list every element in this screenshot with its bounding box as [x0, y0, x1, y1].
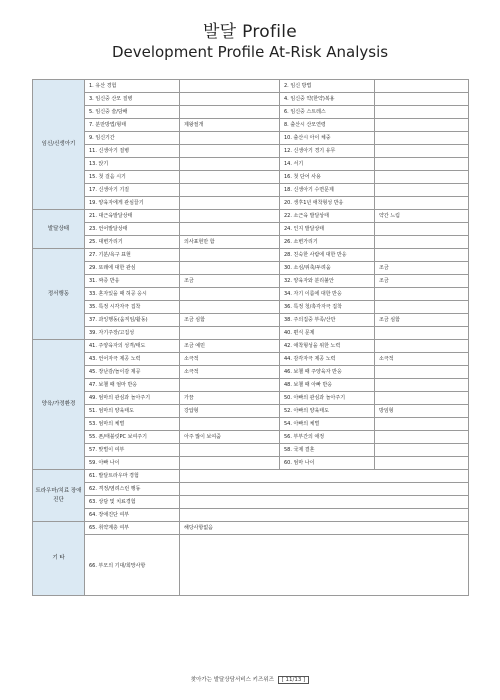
item-value [375, 236, 469, 249]
item-value [180, 418, 280, 431]
item-label: 45. 장난감/놀이감 제공 [85, 366, 180, 379]
footer [0, 675, 500, 683]
item-label: 33. 혼자있을 때 허공 응시 [85, 288, 180, 301]
item-value [375, 171, 469, 184]
table-row [33, 197, 469, 210]
table-row [33, 353, 469, 366]
item-label: 44. 감각자극 제공 노력 [280, 353, 375, 366]
item-value [180, 483, 469, 496]
item-label: 43. 언어자극 제공 노력 [85, 353, 180, 366]
table-row [33, 145, 469, 158]
item-value [180, 184, 280, 197]
item-label: 62. 격정/염려스런 행동 [85, 483, 180, 496]
table-row [33, 158, 469, 171]
table-row [33, 366, 469, 379]
item-value [180, 106, 280, 119]
table-row [33, 171, 469, 184]
item-label: 3. 임신중 산모 질병 [85, 93, 180, 106]
table-row [33, 418, 469, 431]
table-row [33, 249, 469, 262]
item-label: 66. 부모의 기대/희망사항 [85, 535, 180, 596]
table-row [33, 405, 469, 418]
item-value: 가끔 [180, 392, 280, 405]
item-value [180, 80, 280, 93]
item-value [375, 249, 469, 262]
item-label: 60. 엄마 나이 [280, 457, 375, 470]
table-row [33, 236, 469, 249]
item-label: 31. 짜증 반응 [85, 275, 180, 288]
item-value [180, 262, 280, 275]
table-row [33, 262, 469, 275]
item-label: 64. 장애진단 여부 [85, 509, 180, 522]
item-value [375, 366, 469, 379]
item-label: 56. 부부간의 애정 [280, 431, 375, 444]
item-label: 8. 출산시 산모연령 [280, 119, 375, 132]
item-value [180, 171, 280, 184]
table-row [33, 457, 469, 470]
item-label: 6. 임신중 스트레스 [280, 106, 375, 119]
item-value [180, 158, 280, 171]
item-value [375, 288, 469, 301]
item-value [180, 509, 469, 522]
table-row [33, 340, 469, 353]
table-row [33, 431, 469, 444]
item-value [180, 301, 280, 314]
item-label: 46. 보챌 때 주양육자 반응 [280, 366, 375, 379]
item-label: 38. 주의집중 부족/산만 [280, 314, 375, 327]
table-row [33, 119, 469, 132]
table-row [33, 379, 469, 392]
item-value: 조금 [375, 262, 469, 275]
item-value [180, 93, 280, 106]
item-label: 52. 아빠의 양육태도 [280, 405, 375, 418]
item-label: 11. 신생아기 질병 [85, 145, 180, 158]
item-value [375, 223, 469, 236]
item-value: 방임형 [375, 405, 469, 418]
table-row [33, 275, 469, 288]
item-value: 조금 심함 [375, 314, 469, 327]
item-label: 37. 과잉행동(움직임/활동) [85, 314, 180, 327]
item-value [375, 379, 469, 392]
item-value [180, 288, 280, 301]
item-label: 50. 아빠의 관심과 놀아주기 [280, 392, 375, 405]
item-label: 53. 엄마의 체벌 [85, 418, 180, 431]
item-label: 41. 주양육자의 성격/태도 [85, 340, 180, 353]
footer-text: 찾아가는 발달상담서비스 키즈위즈 [190, 677, 274, 683]
item-value [375, 418, 469, 431]
section-label: 발달상태 [33, 210, 85, 249]
section-label: 기 타 [33, 522, 85, 596]
item-value: 강압형 [180, 405, 280, 418]
item-value: 제왕절개 [180, 119, 280, 132]
item-value [375, 93, 469, 106]
item-value [375, 119, 469, 132]
item-value [375, 132, 469, 145]
item-value [375, 444, 469, 457]
item-label: 55. 폰/태블릿PC 보여주기 [85, 431, 180, 444]
item-label: 49. 엄마의 관심과 놀아주기 [85, 392, 180, 405]
item-label: 23. 언어발달상태 [85, 223, 180, 236]
item-value [375, 184, 469, 197]
item-label: 14. 서기 [280, 158, 375, 171]
item-label: 20. 생후1년 애착형성 반응 [280, 197, 375, 210]
item-value: 소극적 [375, 353, 469, 366]
item-label: 22. 소근육 발달상태 [280, 210, 375, 223]
item-label: 1. 유산 경험 [85, 80, 180, 93]
item-value: 해당사항없음 [180, 522, 469, 535]
item-label: 28. 친숙한 사람에 대한 반응 [280, 249, 375, 262]
profile-table [32, 79, 469, 596]
item-value: 아주 많이 보여줌 [180, 431, 280, 444]
item-label: 17. 신생아기 기질 [85, 184, 180, 197]
item-value [180, 145, 280, 158]
item-label: 42. 애착형성을 위한 노력 [280, 340, 375, 353]
item-label: 32. 양육자와 분리불안 [280, 275, 375, 288]
item-label: 61. 발달트라우마 경험 [85, 470, 180, 483]
item-label: 9. 임신기간 [85, 132, 180, 145]
item-value [375, 431, 469, 444]
item-label: 12. 신생아기 경기 유무 [280, 145, 375, 158]
item-value [180, 379, 280, 392]
table-row [33, 327, 469, 340]
item-label: 58. 국제 결혼 [280, 444, 375, 457]
item-label: 10. 출산시 아이 체중 [280, 132, 375, 145]
item-value [375, 457, 469, 470]
item-value [180, 132, 280, 145]
table-row [33, 314, 469, 327]
item-value [375, 158, 469, 171]
item-label: 4. 임신중 약(한약)복용 [280, 93, 375, 106]
table-row [33, 93, 469, 106]
item-label: 54. 아빠의 체벌 [280, 418, 375, 431]
table-row [33, 106, 469, 119]
item-label: 27. 기분/욕구 표현 [85, 249, 180, 262]
item-label: 21. 대근육발달상태 [85, 210, 180, 223]
item-label: 15. 첫 걸음 시기 [85, 171, 180, 184]
item-value [180, 457, 280, 470]
item-label: 65. 취약계층 여부 [85, 522, 180, 535]
item-value: 조금 [180, 275, 280, 288]
item-label: 35. 특정 시각자극 집착 [85, 301, 180, 314]
item-value [180, 470, 469, 483]
item-label: 29. 또래에 대한 관심 [85, 262, 180, 275]
item-label: 39. 자기주장/고집성 [85, 327, 180, 340]
item-value [180, 444, 280, 457]
item-label: 30. 소심/위축/두려움 [280, 262, 375, 275]
item-label: 2. 임신 방법 [280, 80, 375, 93]
item-label: 19. 양육자에게 관심끌기 [85, 197, 180, 210]
section-label: 임신/신생아기 [33, 80, 85, 210]
item-value: 조금 예민 [180, 340, 280, 353]
item-value [180, 535, 469, 596]
item-label: 18. 신생아기 수면문제 [280, 184, 375, 197]
item-label: 26. 소변가리기 [280, 236, 375, 249]
section-label: 정서행동 [33, 249, 85, 340]
page-number-value: 11/13 [285, 677, 302, 683]
item-label: 25. 대변가리기 [85, 236, 180, 249]
table-row [33, 483, 469, 496]
item-value: 약간 느림 [375, 210, 469, 223]
item-value: 조금 [375, 275, 469, 288]
item-value [180, 223, 280, 236]
item-value [180, 327, 280, 340]
page-title: 발달 Profile [202, 22, 298, 42]
item-label: 34. 자기 이름에 대한 반응 [280, 288, 375, 301]
item-value [180, 249, 280, 262]
item-value [375, 301, 469, 314]
item-label: 13. 앉기 [85, 158, 180, 171]
page-number: [ 11/13 ] [278, 676, 310, 684]
table-row [33, 509, 469, 522]
item-value [375, 80, 469, 93]
item-value: 소극적 [180, 353, 280, 366]
item-value [375, 106, 469, 119]
item-label: 16. 첫 단어 사용 [280, 171, 375, 184]
item-label: 48. 보챌 때 아빠 반응 [280, 379, 375, 392]
item-label: 36. 특정 청/촉각자극 집착 [280, 301, 375, 314]
item-label: 24. 인지 발달상태 [280, 223, 375, 236]
table-row [33, 80, 469, 93]
item-value [375, 340, 469, 353]
item-label: 7. 분만방법/형태 [85, 119, 180, 132]
section-label: 트라우마/치료 장애진단 [33, 470, 85, 522]
table-row [33, 210, 469, 223]
table-row [33, 301, 469, 314]
item-label: 63. 상담 및 치료경험 [85, 496, 180, 509]
table-row [33, 535, 469, 596]
item-label: 57. 맞벌이 여부 [85, 444, 180, 457]
item-value [375, 327, 469, 340]
table-row [33, 392, 469, 405]
item-value [375, 197, 469, 210]
table-row [33, 223, 469, 236]
item-value [180, 210, 280, 223]
item-label: 59. 아빠 나이 [85, 457, 180, 470]
item-label: 51. 엄마의 양육태도 [85, 405, 180, 418]
item-label: 5. 임신중 술/담배 [85, 106, 180, 119]
item-value: 의사표현만 함 [180, 236, 280, 249]
item-value [180, 197, 280, 210]
item-value: 소극적 [180, 366, 280, 379]
table-row [33, 444, 469, 457]
page-subtitle: Development Profile At-Risk Analysis [111, 43, 389, 61]
section-label: 양육/가정환경 [33, 340, 85, 470]
item-label: 47. 보챌 때 엄마 반응 [85, 379, 180, 392]
table-row [33, 132, 469, 145]
item-value: 조금 심함 [180, 314, 280, 327]
table-row [33, 496, 469, 509]
item-value [375, 145, 469, 158]
item-label: 40. 편식 문제 [280, 327, 375, 340]
item-value [180, 496, 469, 509]
table-row [33, 522, 469, 535]
table-row [33, 470, 469, 483]
table-row [33, 184, 469, 197]
table-row [33, 288, 469, 301]
item-value [375, 392, 469, 405]
